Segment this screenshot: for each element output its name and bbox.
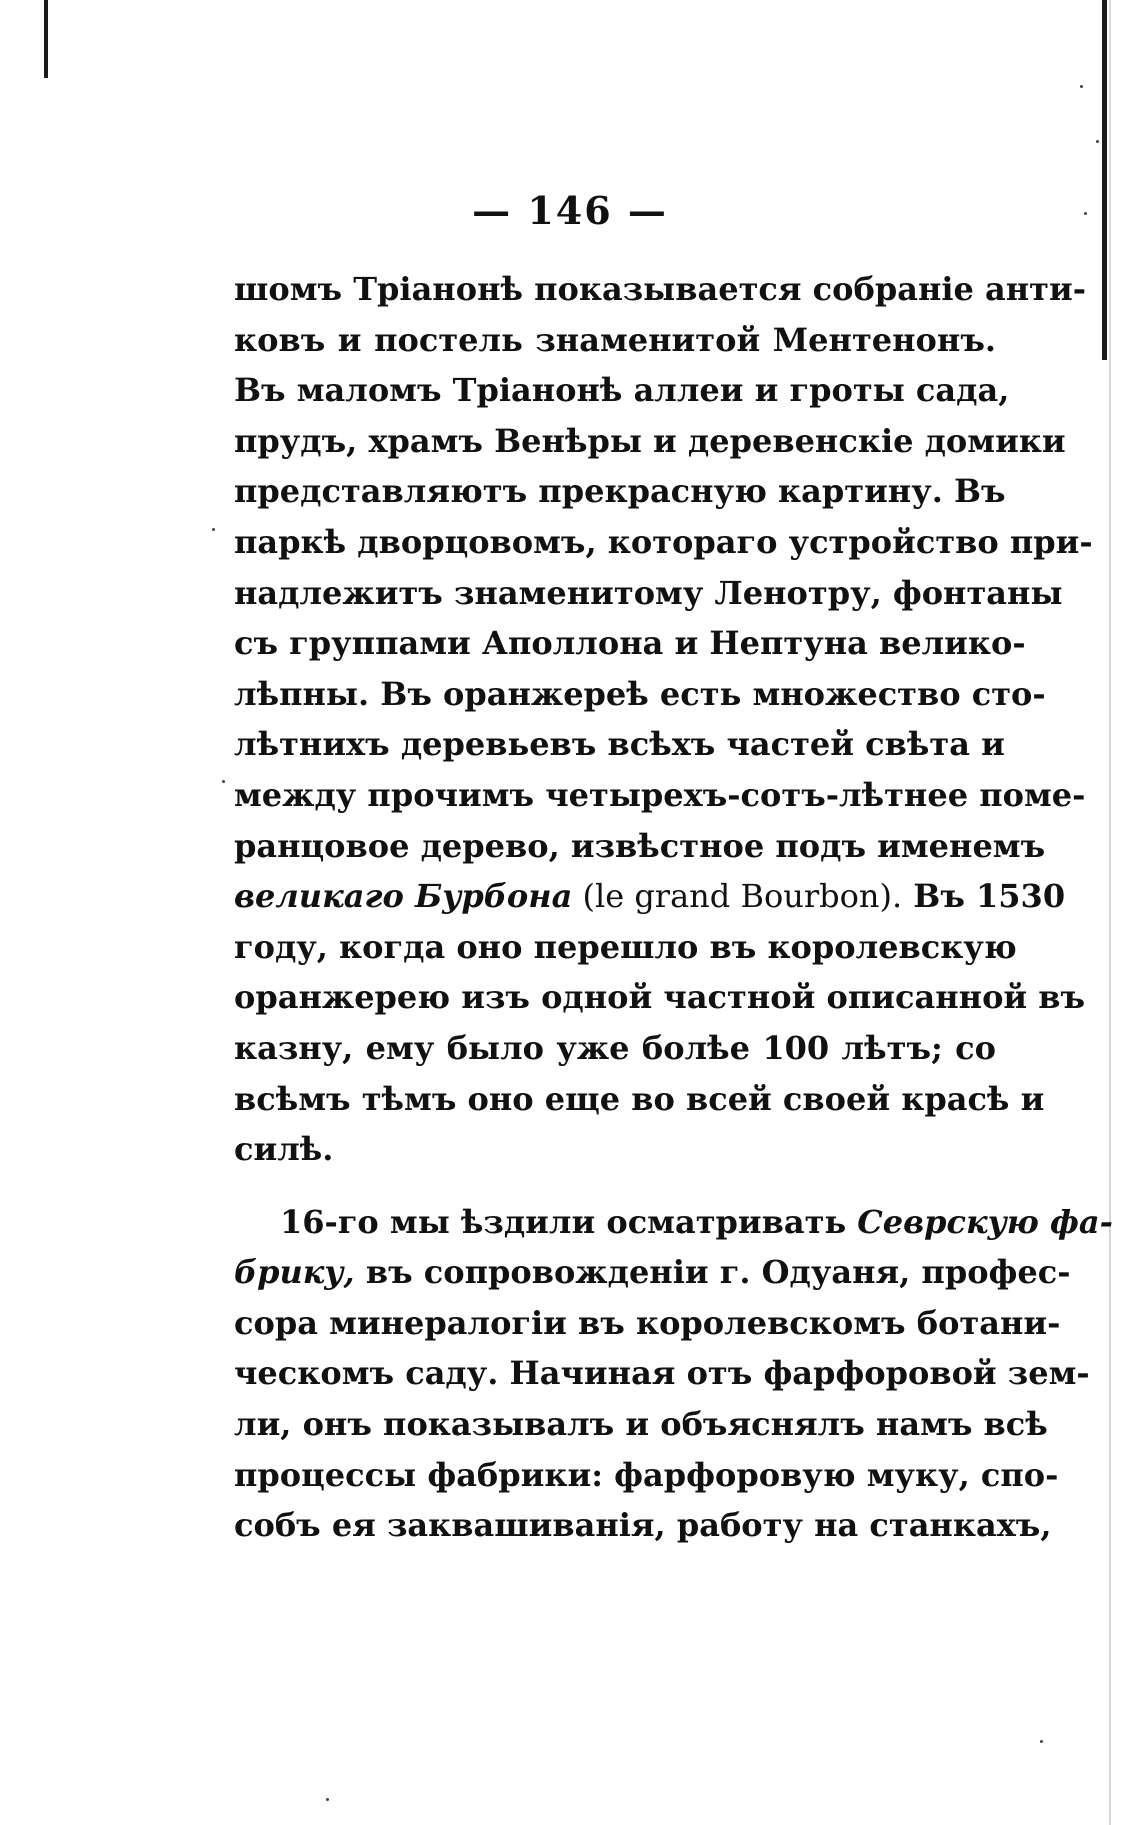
text-line: ли, онъ показывалъ и объяснялъ намъ всѣ — [234, 1405, 1048, 1444]
text-line: Въ маломъ Тріанонѣ аллеи и гроты сада, — [234, 371, 1010, 410]
text-line: съ группами Аполлона и Нептуна велико- — [234, 624, 1026, 663]
scan-speck — [212, 528, 215, 531]
scan-speck — [1084, 212, 1087, 215]
text-segment: 16-го мы ѣздили осматривать — [280, 1202, 858, 1241]
text-line: процессы фабрики: фарфоровую муку, спо- — [234, 1455, 1059, 1494]
scan-edge-right-shadow — [1109, 0, 1111, 1825]
text-line: ранцовое дерево, извѣстное подъ именемъ — [234, 826, 1046, 865]
text-line: собъ ея заквашиванія, работу на станкахъ, — [234, 1506, 1052, 1545]
text-line — [234, 871, 1066, 922]
text-line: между прочимъ четырехъ-сотъ-лѣтнее поме- — [234, 775, 1086, 814]
body-text — [234, 264, 1113, 1551]
text-line: сора минералогіи въ королевскомъ ботани- — [234, 1303, 1061, 1342]
scan-edge-left — [44, 0, 48, 78]
text-segment: въ сопровожденіи г. Одуаня, профес- — [354, 1253, 1071, 1292]
text-line: силѣ. — [234, 1130, 334, 1169]
text-line — [234, 1197, 1113, 1248]
italic-phrase: великаго Бурбона — [234, 877, 573, 916]
text-line: прудъ, храмъ Венѣры и деревенскіе домики — [234, 421, 1066, 460]
text-line: лѣпны. Въ оранжереѣ есть множество сто- — [234, 674, 1046, 713]
scan-speck — [1096, 140, 1099, 143]
text-line: всѣмъ тѣмъ оно еще во всей своей красѣ и — [234, 1079, 1045, 1118]
page-number: — 146 — — [472, 188, 668, 233]
scan-edge-right — [1102, 0, 1107, 360]
text-line: ковъ и постель знаменитой Ментенонъ. — [234, 320, 996, 359]
text-segment: Въ 1530 — [902, 877, 1066, 916]
text-line: оранжерею изъ одной частной описанной въ — [234, 978, 1086, 1017]
text-line: лѣтнихъ деревьевъ всѣхъ частей свѣта и — [234, 725, 1005, 764]
paragraph-gap — [234, 1175, 996, 1197]
scan-speck — [222, 780, 225, 783]
text-line: паркѣ дворцовомъ, котораго устройство при- — [234, 522, 1093, 561]
text-line: шомъ Тріанонѣ показывается собраніе анти- — [234, 270, 1087, 308]
text-line: надлежитъ знаменитому Ленотру, фонтаны — [234, 573, 1063, 612]
text-line: ческомъ саду. Начиная отъ фарфоровой зем- — [234, 1354, 1090, 1393]
text-line: казну, ему было уже болѣе 100 лѣтъ; со — [234, 1028, 996, 1067]
text-line — [234, 1247, 1071, 1298]
text-line: году, когда оно перешло въ королевскую — [234, 927, 1017, 966]
italic-phrase: брику, — [234, 1253, 355, 1292]
scan-speck — [1080, 85, 1083, 88]
text-line: представляютъ прекрасную картину. Въ — [234, 472, 1006, 511]
italic-phrase: Севрскую фа- — [857, 1202, 1113, 1241]
scan-speck — [326, 1798, 329, 1801]
scan-speck — [1040, 1740, 1043, 1743]
latin-phrase: (le grand Bourbon). — [572, 877, 903, 916]
